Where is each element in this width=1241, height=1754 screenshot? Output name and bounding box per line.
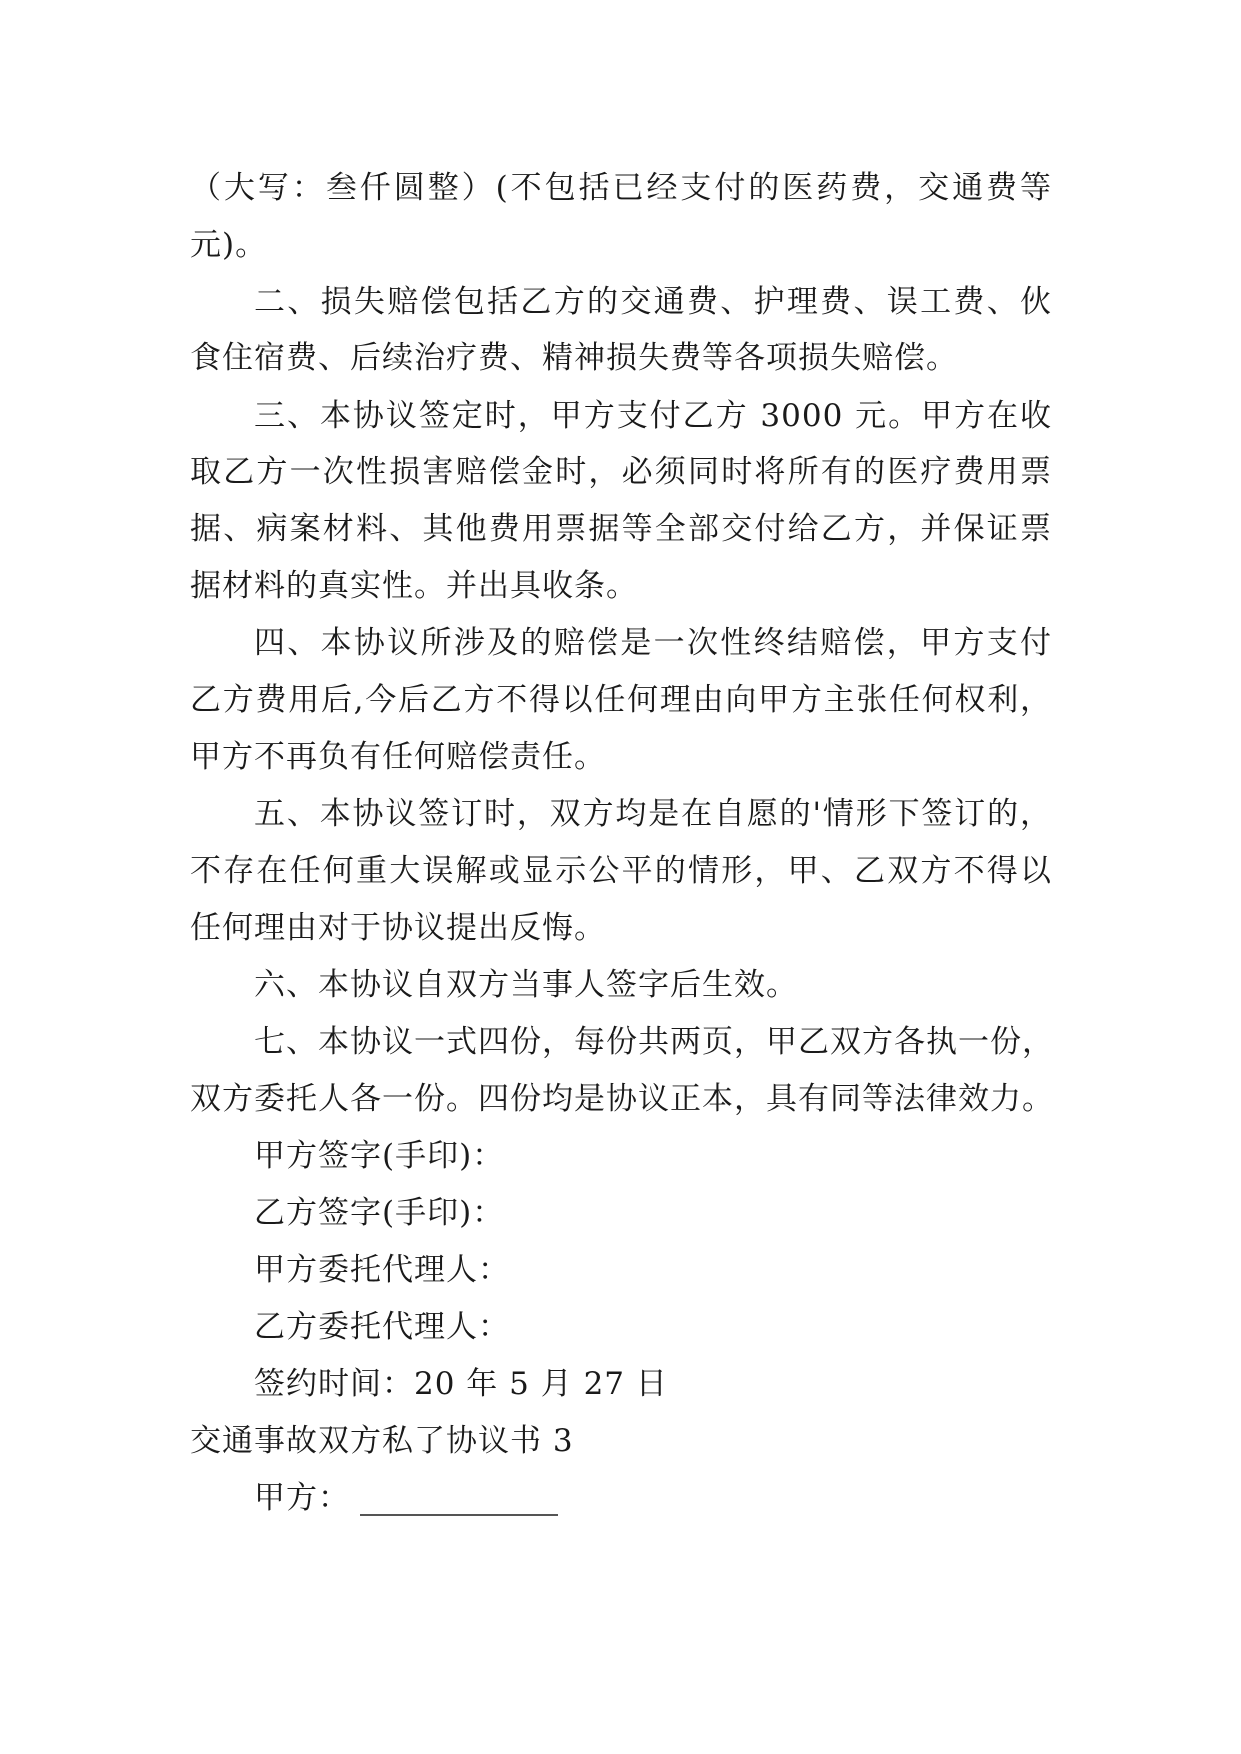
party-a-agent-label: 甲方委托代理人： (254, 1252, 510, 1288)
signing-date-label: 签约时间：20 年 5 月 27 日 (254, 1366, 668, 1402)
text-line: 食住宿费、后续治疗费、精神损失费等各项损失赔偿。 (190, 340, 958, 376)
text-line: 甲方不再负有任何赔偿责任。 (190, 739, 606, 775)
party-a-label: 甲方： (254, 1480, 350, 1516)
text-line: 取乙方一次性损害赔偿金时，必须同时将所有的医疗费用票 (190, 454, 1052, 490)
text-line: 据材料的真实性。并出具收条。 (190, 568, 638, 604)
text-line: （大写：叁仟圆整）(不包括已经支付的医药费，交通费等 (190, 170, 1052, 206)
text-line: 乙方费用后,今后乙方不得以任何理由向甲方主张任何权利， (190, 682, 1052, 718)
paragraph-3-line: 三、本协议签定时，甲方支付乙方 3000 元。甲方在收 (254, 398, 1052, 434)
party-b-signature-label: 乙方签字(手印)： (254, 1195, 505, 1231)
text-line: 双方委托人各一份。四份均是协议正本，具有同等法律效力。 (190, 1081, 1054, 1117)
paragraph-4-line: 四、本协议所涉及的赔偿是一次性终结赔偿，甲方支付 (254, 625, 1052, 661)
section-heading: 交通事故双方私了协议书 3 (190, 1423, 574, 1459)
paragraph-2-line: 二、损失赔偿包括乙方的交通费、护理费、误工费、伙 (254, 284, 1052, 320)
text-line: 据、病案材料、其他费用票据等全部交付给乙方，并保证票 (190, 511, 1052, 547)
party-a-line (254, 1478, 1052, 1518)
paragraph-7-line: 七、本协议一式四份，每份共两页，甲乙双方各执一份， (254, 1024, 1054, 1060)
text-line: 元)。 (190, 227, 268, 263)
text-line: 不存在任何重大误解或显示公平的情形，甲、乙双方不得以 (190, 853, 1052, 889)
party-a-signature-label: 甲方签字(手印)： (254, 1138, 505, 1174)
paragraph-6-line: 六、本协议自双方当事人签字后生效。 (254, 967, 798, 1003)
party-b-agent-label: 乙方委托代理人： (254, 1309, 510, 1345)
paragraph-5-line: 五、本协议签订时，双方均是在自愿的'情形下签订的， (254, 796, 1052, 832)
text-line: 任何理由对于协议提出反悔。 (190, 910, 606, 946)
party-a-blank (360, 1514, 558, 1516)
